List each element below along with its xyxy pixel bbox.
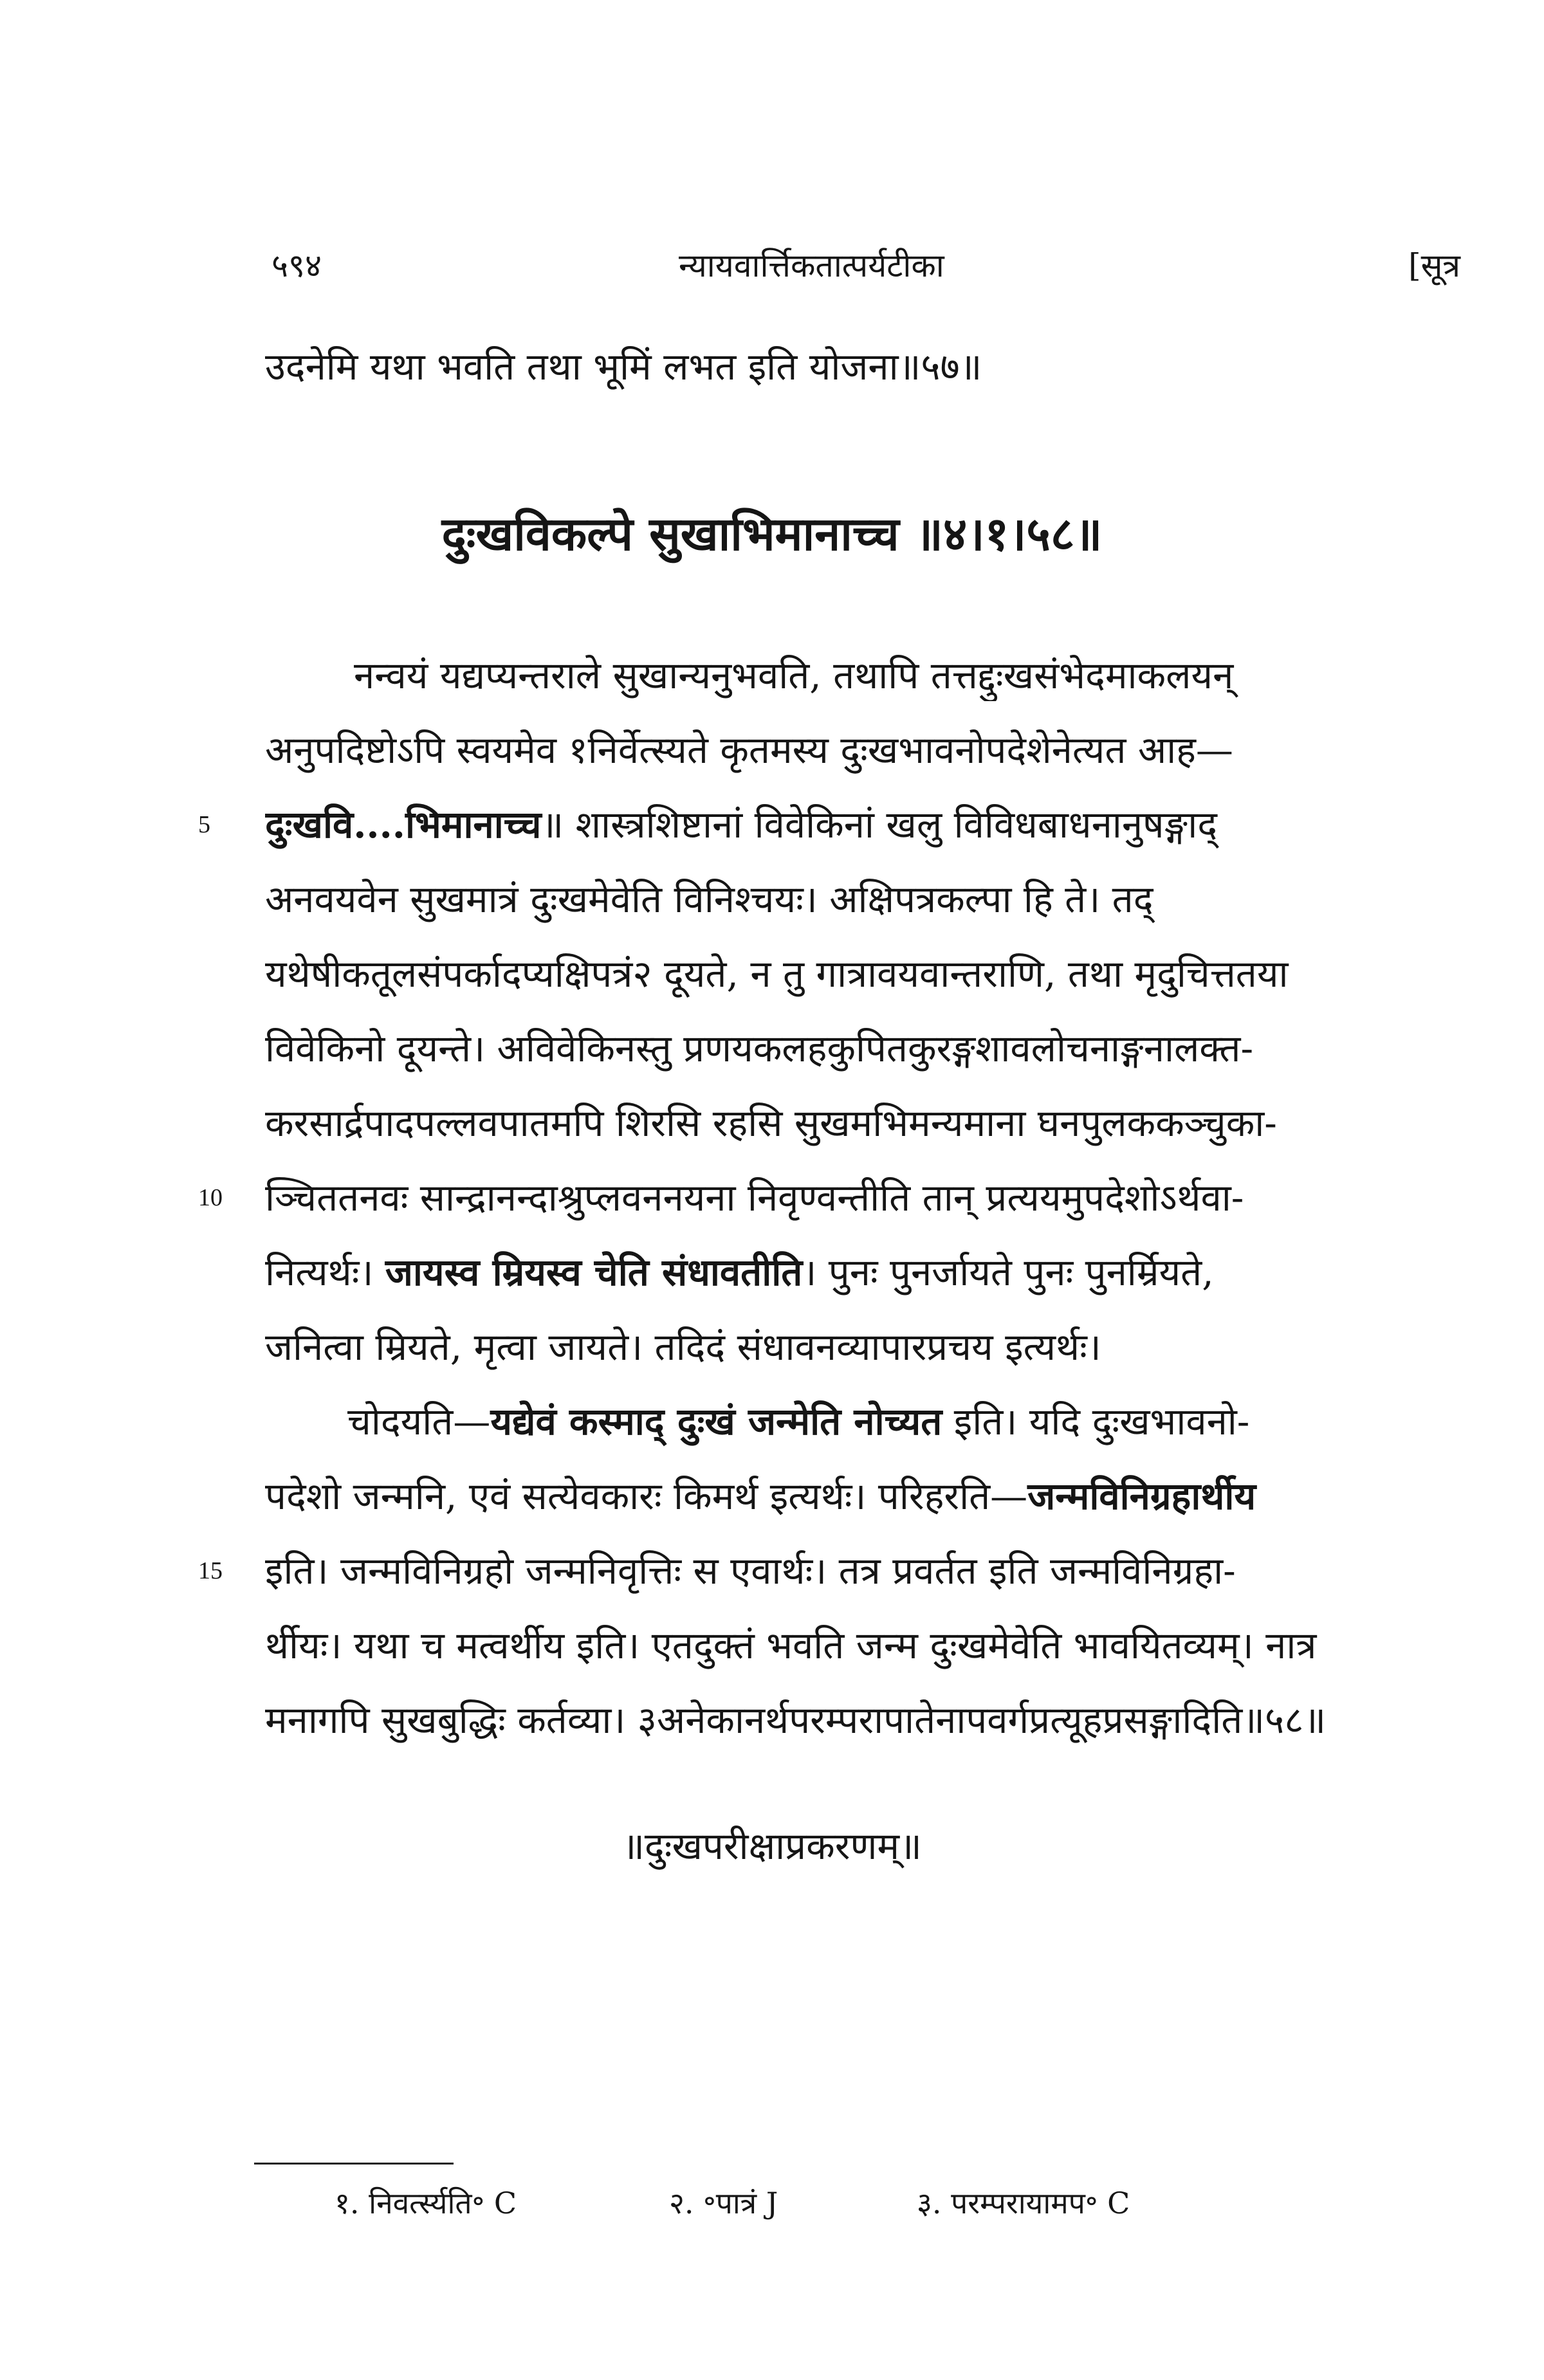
section-closing: ॥दुःखपरीक्षाप्रकरणम्॥ [622,1824,922,1868]
body-text: जनित्वा म्रियते, मृत्वा जायते। तदिदं संधावनव्यापारप्रचय इत्यर्थः। [265,1325,1101,1369]
body-text: यथेषीकतूलसंपर्कादप्यक्षिपत्रं२ दूयते, न तु गात्रावयवान्तराणि, तथा मृदुचित्ततया [265,952,1289,996]
body-line-7 [265,1097,1481,1149]
body-text: विवेकिनो दूयन्ते। अविवेकिनस्तु प्रणयकलहकुपितकुरङ्गशावलोचनाङ्गनालक्त- [265,1027,1254,1070]
line-number: 15 [198,1557,223,1584]
bold-quote: जायस्व म्रियस्व चेति संधावतीति [385,1250,803,1294]
footnote-1: १. निवर्त्स्यति॰ C [335,2186,517,2220]
body-text: करसार्द्रपादपल्लवपातमपि शिरसि रहसि सुखमभिमन्यमाना घनपुलककञ्चुका- [265,1101,1277,1145]
line-number: 10 [198,1184,223,1211]
sutra-heading: दुःखविकल्पे सुखाभिमानाच्च ॥४।१।५८॥ [441,506,1103,561]
body-line-4 [265,874,1481,925]
footnote-3: ३. परम्परायामप॰ C [917,2186,1130,2220]
body-line-15 [265,1694,1481,1746]
body-line-5 [265,948,1481,1000]
body-line-14 [265,1620,1481,1671]
body-line-11 [347,1396,1481,1447]
line-number: 5 [198,811,210,838]
bold-quote: दुःखवि....भिमानाच्च [265,803,542,847]
body-text: ॥ शास्त्रशिष्टानां विवेकिनां खलु विविधबाधनानुषङ्गाद् [541,803,1218,847]
body-line-8 [265,1172,1481,1223]
body-text: मनागपि सुखबुद्धिः कर्तव्या। ३अनेकानर्थपरम्परापातेनापवर्गप्रत्यूहप्रसङ्गादिति॥५८॥ [265,1698,1327,1742]
body-text: नित्यर्थः। [265,1250,385,1294]
body-text: । पुनः पुनर्जायते पुनः पुनर्म्रियते, [802,1250,1214,1294]
body-text: पदेशो जन्मनि, एवं सत्येवकारः किमर्थ इत्यर्थः। परिहरति— [265,1474,1028,1518]
body-text: अनवयवेन सुखमात्रं दुःखमेवेति विनिश्चयः। अक्षिपत्रकल्पा हि ते। तद् [265,877,1153,921]
body-text: इति। जन्मविनिग्रहो जन्मनिवृत्तिः स एवार्थः। तत्र प्रवर्तत इति जन्मविनिग्रहा- [265,1549,1236,1593]
body-line-13 [265,1545,1481,1597]
section-label: [सूत्र [1408,247,1460,284]
body-text: अनुपदिष्टोऽपि स्वयमेव १निर्वेत्स्यते कृतमस्य दुःखभावनोपदेशेनेत्यत आह— [265,728,1233,772]
body-line-12 [265,1470,1481,1522]
body-line-6 [265,1023,1481,1074]
footnote-2: २. ॰पात्रं J [669,2186,778,2220]
body-line-10 [265,1321,1481,1373]
intro-line: उदनेमि यथा भवति तथा भूमिं लभत इति योजना॥५७॥ [265,345,982,389]
body-line-9 [265,1247,1481,1298]
page-number: ५९४ [271,247,322,284]
body-text: इति। यदि दुःखभावनो- [942,1400,1250,1443]
body-line-1 [354,650,1481,701]
running-title: न्यायवार्त्तिकतात्पर्यटीका [679,247,944,284]
body-text: र्थीयः। यथा च मत्वर्थीय इति। एतदुक्तं भवति जन्म दुःखमेवेति भावयितव्यम्। नात्र [265,1624,1317,1667]
body-text: चोदयति— [347,1400,491,1443]
body-line-3 [265,799,1481,850]
footnote-rule [254,2163,454,2165]
body-text: नन्वयं यद्यप्यन्तराले सुखान्यनुभवति, तथापि तत्तद्दुःखसंभेदमाकलयन् [354,654,1234,697]
body-line-2 [265,724,1481,776]
body-text: ञ्चिततनवः सान्द्रानन्दाश्रुप्लवननयना निवृण्वन्तीति तान् प्रत्ययमुपदेशोऽर्थवा- [265,1176,1244,1220]
bold-quote: जन्मविनिग्रहार्थीय [1027,1474,1256,1518]
bold-quote: यद्येवं कस्माद् दुःखं जन्मेति नोच्यत [490,1400,942,1443]
